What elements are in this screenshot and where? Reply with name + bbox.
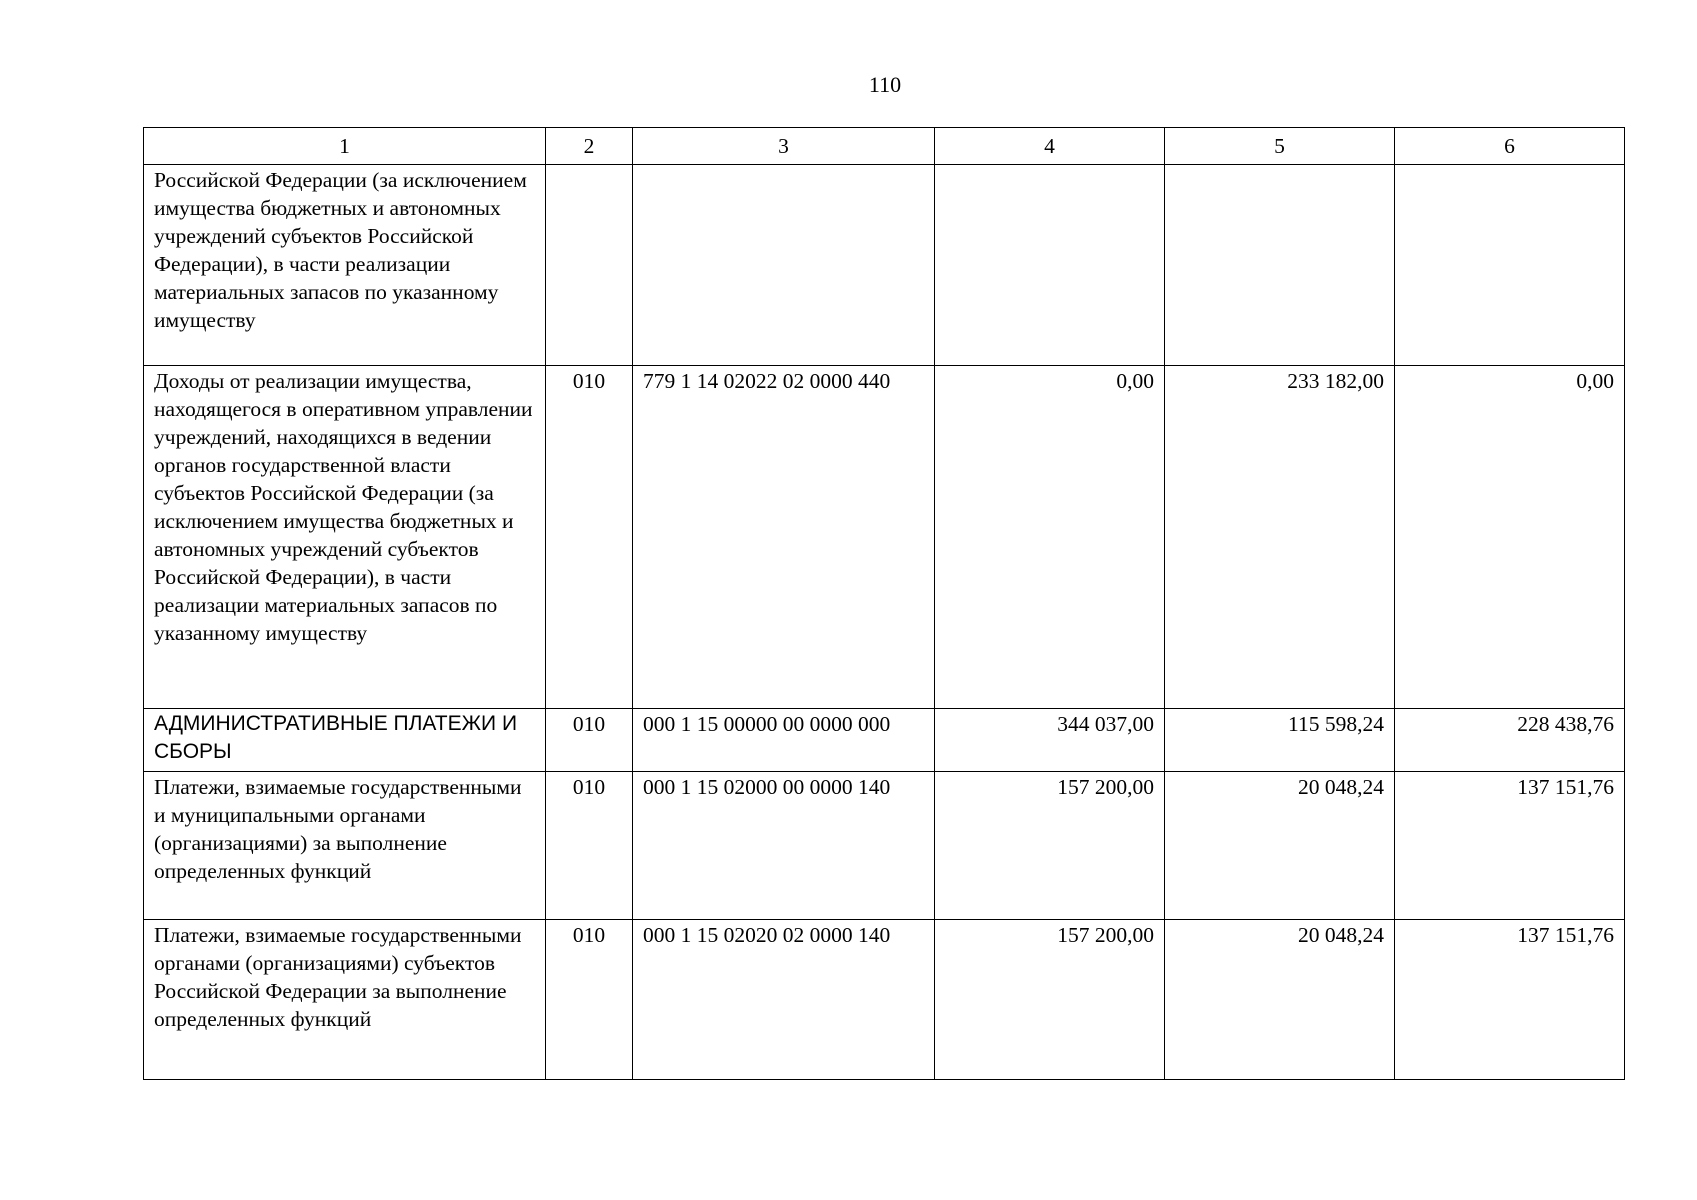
row-executed-cell: 233 182,00 xyxy=(1165,366,1395,709)
row-executed-cell: 20 048,24 xyxy=(1165,772,1395,920)
column-header-4: 4 xyxy=(935,128,1165,165)
row-line-code-cell xyxy=(546,165,633,366)
row-unexecuted-cell: 137 151,76 xyxy=(1395,920,1625,1080)
budget-revenue-table xyxy=(143,127,1625,1080)
row-unexecuted-cell: 228 438,76 xyxy=(1395,709,1625,772)
row-unexecuted-cell: 0,00 xyxy=(1395,366,1625,709)
row-budget-code-cell: 779 1 14 02022 02 0000 440 xyxy=(633,366,935,709)
table-body xyxy=(144,165,1625,1080)
row-name-cell: Платежи, взимаемые государственными органами (организациями) субъектов Российской Федерации за выполнение определенных функций xyxy=(144,920,546,1080)
column-header-3: 3 xyxy=(633,128,935,165)
page-number: 110 xyxy=(868,72,902,97)
row-executed-cell xyxy=(1165,165,1395,366)
row-line-code-cell: 010 xyxy=(546,920,633,1080)
row-budget-code-cell: 000 1 15 02000 00 0000 140 xyxy=(633,772,935,920)
table-row xyxy=(144,772,1625,920)
row-executed-cell: 115 598,24 xyxy=(1165,709,1395,772)
row-approved-cell: 157 200,00 xyxy=(935,772,1165,920)
row-approved-cell: 157 200,00 xyxy=(935,920,1165,1080)
row-executed-cell: 20 048,24 xyxy=(1165,920,1395,1080)
row-approved-cell: 0,00 xyxy=(935,366,1165,709)
row-line-code-cell: 010 xyxy=(546,366,633,709)
table-header xyxy=(144,128,1625,165)
row-approved-cell: 344 037,00 xyxy=(935,709,1165,772)
row-budget-code-cell: 000 1 15 00000 00 0000 000 xyxy=(633,709,935,772)
row-budget-code-cell: 000 1 15 02020 02 0000 140 xyxy=(633,920,935,1080)
header-row xyxy=(144,128,1625,165)
table-row xyxy=(144,709,1625,772)
row-name-cell: Доходы от реализации имущества, находящегося в оперативном управлении учреждений, находящихся в ведении органов государственной власти субъектов Российской Федерации (за исключением имущества бюджетных и автономных учреждений субъектов Российской Федерации), в части реализации материальных запасов по указанному имуществу xyxy=(144,366,546,709)
row-approved-cell xyxy=(935,165,1165,366)
column-header-2: 2 xyxy=(546,128,633,165)
table-row xyxy=(144,920,1625,1080)
row-line-code-cell: 010 xyxy=(546,772,633,920)
row-name-cell: АДМИНИСТРАТИВНЫЕ ПЛАТЕЖИ И СБОРЫ xyxy=(144,709,546,772)
row-name-cell: Платежи, взимаемые государственными и муниципальными органами (организациями) за выполнение определенных функций xyxy=(144,772,546,920)
row-line-code-cell: 010 xyxy=(546,709,633,772)
row-name-cell: Российской Федерации (за исключением имущества бюджетных и автономных учреждений субъектов Российской Федерации), в части реализации материальных запасов по указанному имуществу xyxy=(144,165,546,366)
table-row xyxy=(144,366,1625,709)
row-unexecuted-cell: 137 151,76 xyxy=(1395,772,1625,920)
column-header-5: 5 xyxy=(1165,128,1395,165)
table-row xyxy=(144,165,1625,366)
column-header-6: 6 xyxy=(1395,128,1625,165)
column-header-1: 1 xyxy=(144,128,546,165)
row-unexecuted-cell xyxy=(1395,165,1625,366)
row-budget-code-cell xyxy=(633,165,935,366)
